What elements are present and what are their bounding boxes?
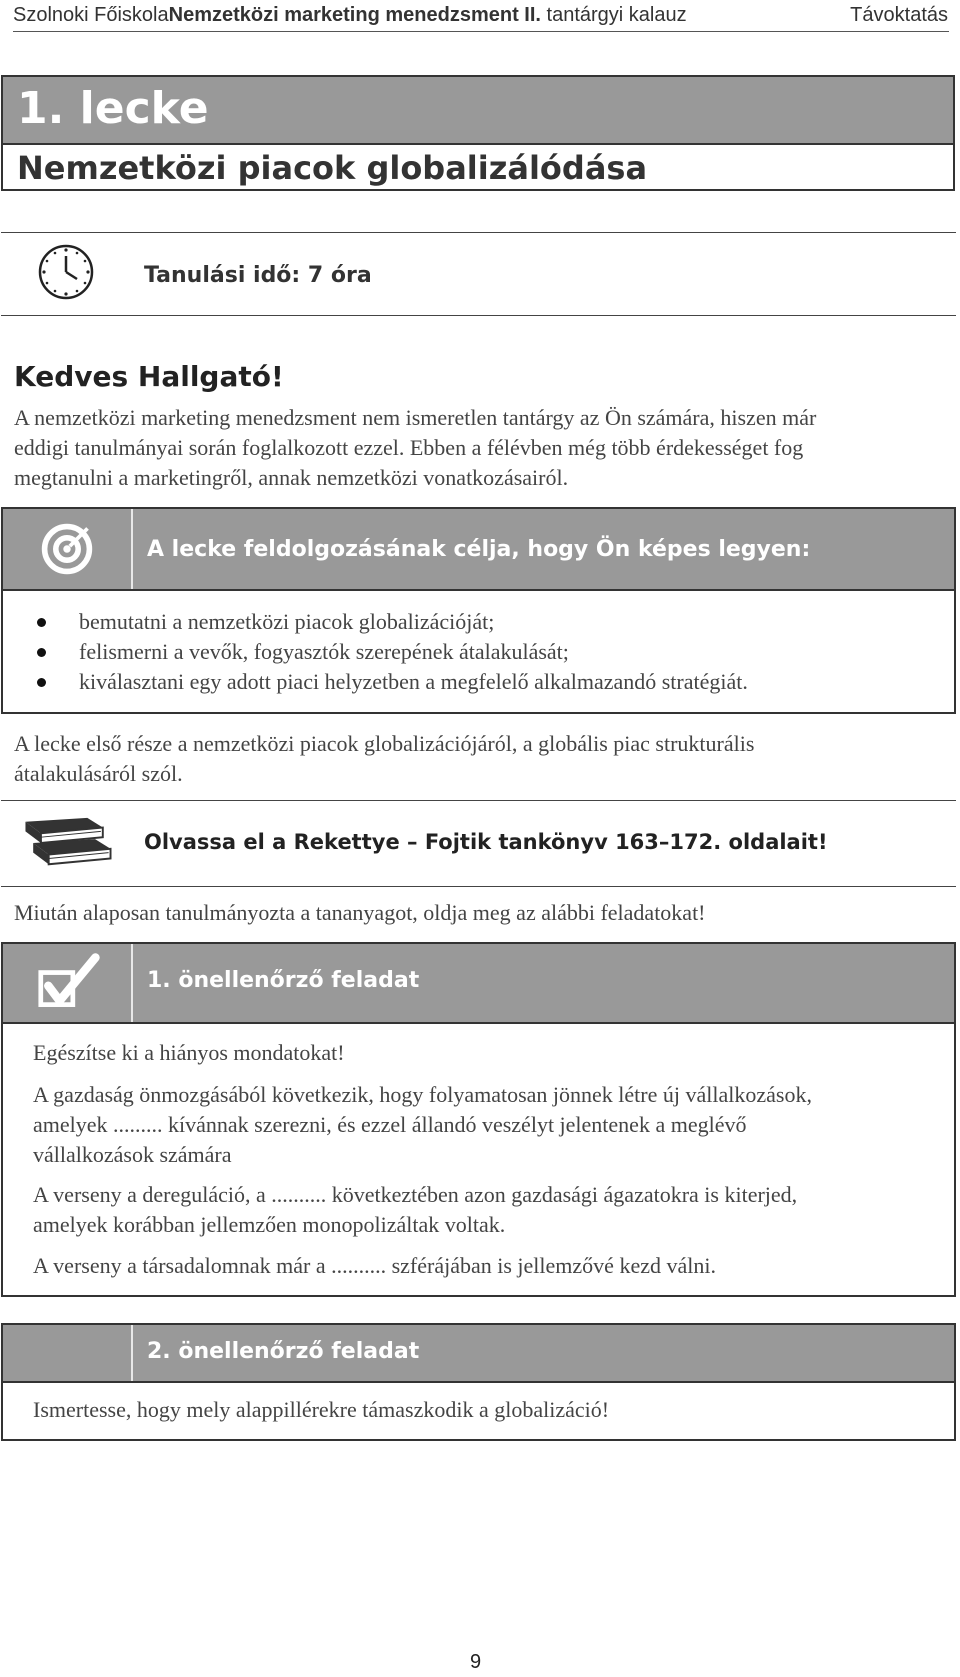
study-time-bottom-rule	[1, 315, 956, 316]
lesson-title: Nemzetközi piacok globalizálódása	[17, 149, 648, 187]
clock-icon	[37, 243, 95, 301]
overview-line: átalakulásáról szól.	[14, 761, 183, 786]
task2-heading: 2. önellenőrző feladat	[147, 1339, 420, 1364]
task1-heading: 1. önellenőrző feladat	[147, 968, 420, 993]
objective-text: felismerni a vevők, fogyasztók szerepének átalakulását;	[79, 639, 569, 664]
sentence-line: A verseny a dereguláció, a .......... következtében azon gazdasági ágazatokra is kiterjed,	[33, 1182, 798, 1207]
header-institution: Szolnoki Főiskola	[13, 4, 169, 26]
page-number: 9	[470, 1651, 482, 1673]
bullet-icon	[37, 618, 46, 627]
sentence-line: vállalkozások számára	[33, 1142, 232, 1167]
intro-line: A nemzetközi marketing menedzsment nem ismeretlen tantárgy az Ön számára, hiszen már	[14, 405, 817, 430]
task2-icon-cell	[3, 1325, 133, 1381]
objective-text: bemutatni a nemzetközi piacok globalizációját;	[79, 609, 495, 634]
intro-line: eddigi tanulmányai során foglalkozott ezzel. Ebben a félévben még több érdekességet fog	[14, 435, 804, 460]
running-header	[13, 4, 948, 30]
reading-label: Olvassa el a Rekettye – Fojtik tankönyv 163–172. oldalait!	[144, 830, 828, 854]
task1-box	[1, 942, 956, 1297]
objective-item	[33, 667, 748, 697]
objective-text: kiválasztani egy adott piaci helyzetben a megfelelő alkalmazandó stratégiát.	[79, 669, 748, 694]
objective-item	[33, 637, 748, 667]
target-icon	[39, 521, 95, 577]
greeting: Kedves Hallgató!	[14, 360, 284, 393]
reading-row	[1, 800, 956, 886]
reading-bottom-rule	[1, 886, 956, 887]
lesson-number: 1. lecke	[17, 83, 209, 134]
after-reading-text: Miután alaposan tanulmányozta a tananyagot, oldja meg az alábbi feladatokat!	[14, 900, 706, 925]
task1-sentence-3: A verseny a társadalomnak már a .......... szférájában is jellemzővé kezd válni.	[33, 1253, 716, 1278]
sentence-line: A gazdaság önmozgásából következik, hogy folyamatosan jönnek létre új vállalkozások,	[33, 1082, 812, 1107]
overview-line: A lecke első része a nemzetközi piacok globalizációjáról, a globális piac strukturális	[14, 731, 755, 756]
header-rule	[13, 31, 949, 32]
task1-sentence-2	[33, 1180, 943, 1240]
task1-icon-cell	[3, 944, 133, 1022]
objectives-box	[1, 507, 956, 714]
task1-sentence-1	[33, 1080, 943, 1170]
checkmark-icon	[37, 952, 103, 1012]
header-course-suffix: tantárgyi kalauz	[540, 4, 687, 26]
task2-question: Ismertesse, hogy mely alappillérekre támaszkodik a globalizáció!	[33, 1397, 610, 1422]
objectives-heading: A lecke feldolgozásának célja, hogy Ön képes legyen:	[147, 537, 811, 562]
sentence-line: amelyek ......... kívánnak szerezni, és ezzel állandó veszélyt jelentenek a meglévő	[33, 1112, 747, 1137]
objective-item	[33, 607, 748, 637]
intro-paragraph	[14, 403, 954, 493]
objectives-list	[33, 607, 748, 697]
bullet-icon	[37, 678, 46, 687]
header-mode: Távoktatás	[850, 4, 948, 26]
task1-header	[3, 944, 954, 1024]
books-icon	[19, 814, 117, 872]
header-course-title: Nemzetközi marketing menedzsment II.	[168, 4, 541, 26]
task2-box	[1, 1323, 956, 1441]
task1-instruction: Egészítse ki a hiányos mondatokat!	[33, 1040, 345, 1065]
objectives-icon-cell	[3, 509, 133, 589]
study-time-row	[1, 233, 956, 315]
lesson-title-box	[1, 75, 955, 191]
intro-line: megtanulni a marketingről, annak nemzetközi vonatkozásairól.	[14, 465, 569, 490]
bullet-icon	[37, 648, 46, 657]
task2-header	[3, 1325, 954, 1383]
study-time-label: Tanulási idő: 7 óra	[144, 263, 372, 288]
sentence-line: amelyek korábban jellemzően monopolizáltak voltak.	[33, 1212, 506, 1237]
objectives-header	[3, 509, 954, 591]
overview-paragraph	[14, 729, 954, 789]
header-left	[13, 4, 687, 27]
